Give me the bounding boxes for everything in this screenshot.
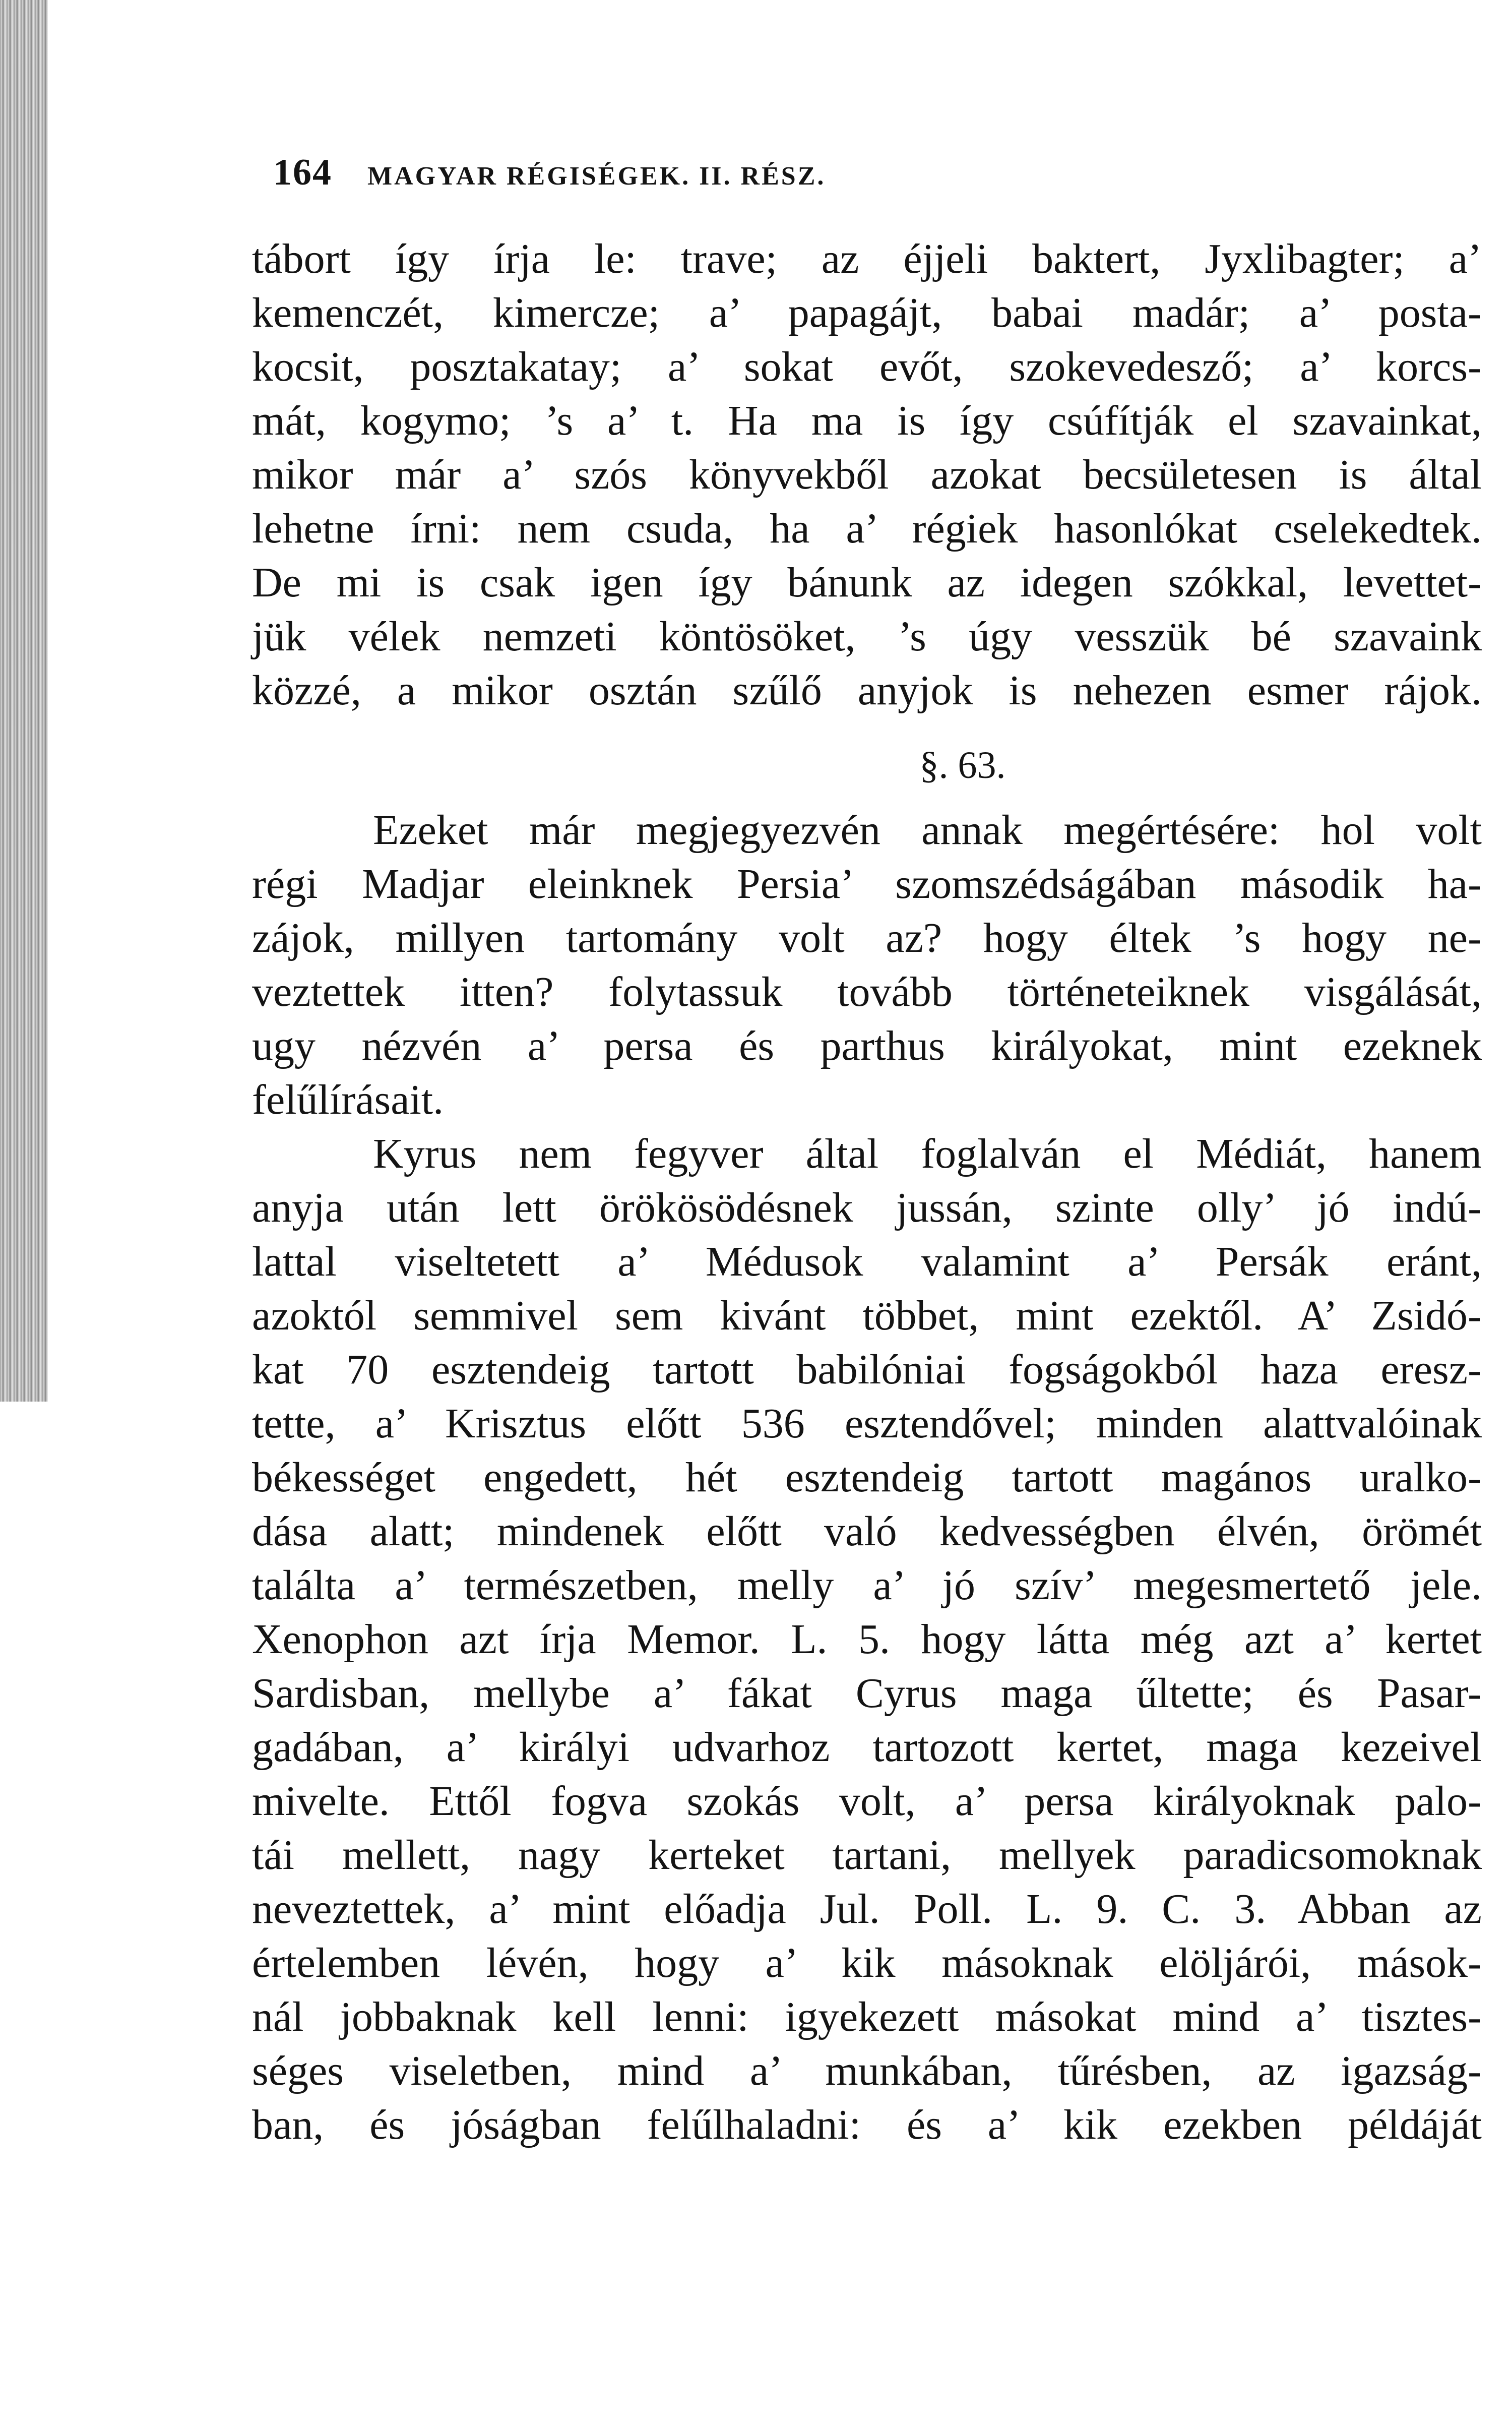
text-line: kemenczét, kimercze; a’ papagájt, babai madár; a’ posta-	[252, 289, 1482, 336]
text-line: dása alatt; mindenek előtt való kedvességben élvén, örömét	[252, 1508, 1482, 1555]
text-line: mivelte. Ettől fogva szokás volt, a’ persa királyoknak palo-	[252, 1778, 1482, 1825]
section-number: §. 63.	[919, 744, 1006, 786]
text-line: mikor már a’ szós könyvekből azokat becsületesen is által	[252, 451, 1482, 498]
text-line: tette, a’ Krisztus előtt 536 esztendővel; minden alattvalóinak	[252, 1400, 1482, 1447]
text-line: ban, és jóságban felűlhaladni: és a’ kik ezekben példáját	[252, 2101, 1482, 2148]
paragraph-1	[252, 232, 1482, 717]
text-line: zájok, millyen tartomány volt az? hogy éltek ’s hogy ne-	[252, 915, 1482, 961]
text-line: értelemben lévén, hogy a’ kik másoknak elöljárói, mások-	[252, 1940, 1482, 1986]
text-line: békességet engedett, hét esztendeig tartott magános uralko-	[252, 1454, 1482, 1501]
text-line: ugy nézvén a’ persa és parthus királyokat, mint ezeknek	[252, 1022, 1482, 1069]
text-line: közzé, a mikor osztán szűlő anyjok is nehezen esmer rájok.	[252, 667, 1482, 714]
text-line: jük vélek nemzeti köntösöket, ’s úgy vesszük bé szavaink	[252, 613, 1482, 660]
text-line: azoktól semmivel sem kivánt többet, mint ezektől. A’ Zsidó-	[252, 1292, 1482, 1339]
text-line: felűlírásait.	[252, 1076, 444, 1123]
page-number: 164	[273, 152, 332, 193]
text-line: anyja után lett örökösödésnek jussán, szinte olly’ jó indú-	[252, 1184, 1482, 1231]
text-line: régi Madjar eleinknek Persia’ szomszédságában második ha-	[252, 861, 1482, 908]
text-line: séges viseletben, mind a’ munkában, tűrésben, az igazság-	[252, 2047, 1482, 2094]
text-line: lehetne írni: nem csuda, ha a’ régiek hasonlókat cselekedtek.	[252, 505, 1482, 552]
text-line: gadában, a’ királyi udvarhoz tartozott kertet, maga kezeivel	[252, 1724, 1482, 1771]
text-line: nál jobbaknak kell lenni: igyekezett másokat mind a’ tisztes-	[252, 1993, 1482, 2040]
text-line: tái mellett, nagy kerteket tartani, mellyek paradicsomoknak	[252, 1832, 1482, 1879]
running-title: MAGYAR RÉGISÉGEK. II. RÉSZ.	[367, 162, 826, 191]
paragraph-2	[252, 803, 1482, 1127]
paragraph-3	[252, 1127, 1482, 2152]
text-line: lattal viseltetett a’ Médusok valamint a’ Persák eránt,	[252, 1238, 1482, 1285]
text-line: De mi is csak igen így bánunk az idegen szókkal, levettet-	[252, 559, 1482, 606]
body-text	[252, 232, 1482, 2152]
text-line: veztettek itten? folytassuk tovább történeteiknek visgálását,	[252, 969, 1482, 1015]
text-line: mát, kogymo; ’s a’ t. Ha ma is így csúfítják el szavainkat,	[252, 397, 1482, 444]
text-line: kat 70 esztendeig tartott babilóniai fogságokból haza eresz-	[252, 1346, 1482, 1393]
running-head	[267, 151, 1477, 192]
text-line: kocsit, posztakatay; a’ sokat evőt, szokevedesző; a’ korcs-	[252, 343, 1482, 390]
text-line: Kyrus nem fegyver által foglalván el Médiát, hanem	[373, 1130, 1482, 1177]
text-line: Ezeket már megjegyezvén annak megértésére: hol volt	[373, 807, 1482, 854]
text-line: tábort így írja le: trave; az éjjeli baktert, Jyxlibagter; a’	[252, 235, 1482, 282]
text-line: Xenophon azt írja Memor. L. 5. hogy látta még azt a’ kertet	[252, 1616, 1482, 1663]
text-line: Sardisban, mellybe a’ fákat Cyrus maga űltette; és Pasar-	[252, 1670, 1482, 1717]
binding-edge	[0, 0, 48, 1402]
text-line: találta a’ természetben, melly a’ jó szív’ megesmertető jele.	[252, 1562, 1482, 1609]
text-line: neveztettek, a’ mint előadja Jul. Poll. L. 9. C. 3. Abban az	[252, 1886, 1482, 1932]
